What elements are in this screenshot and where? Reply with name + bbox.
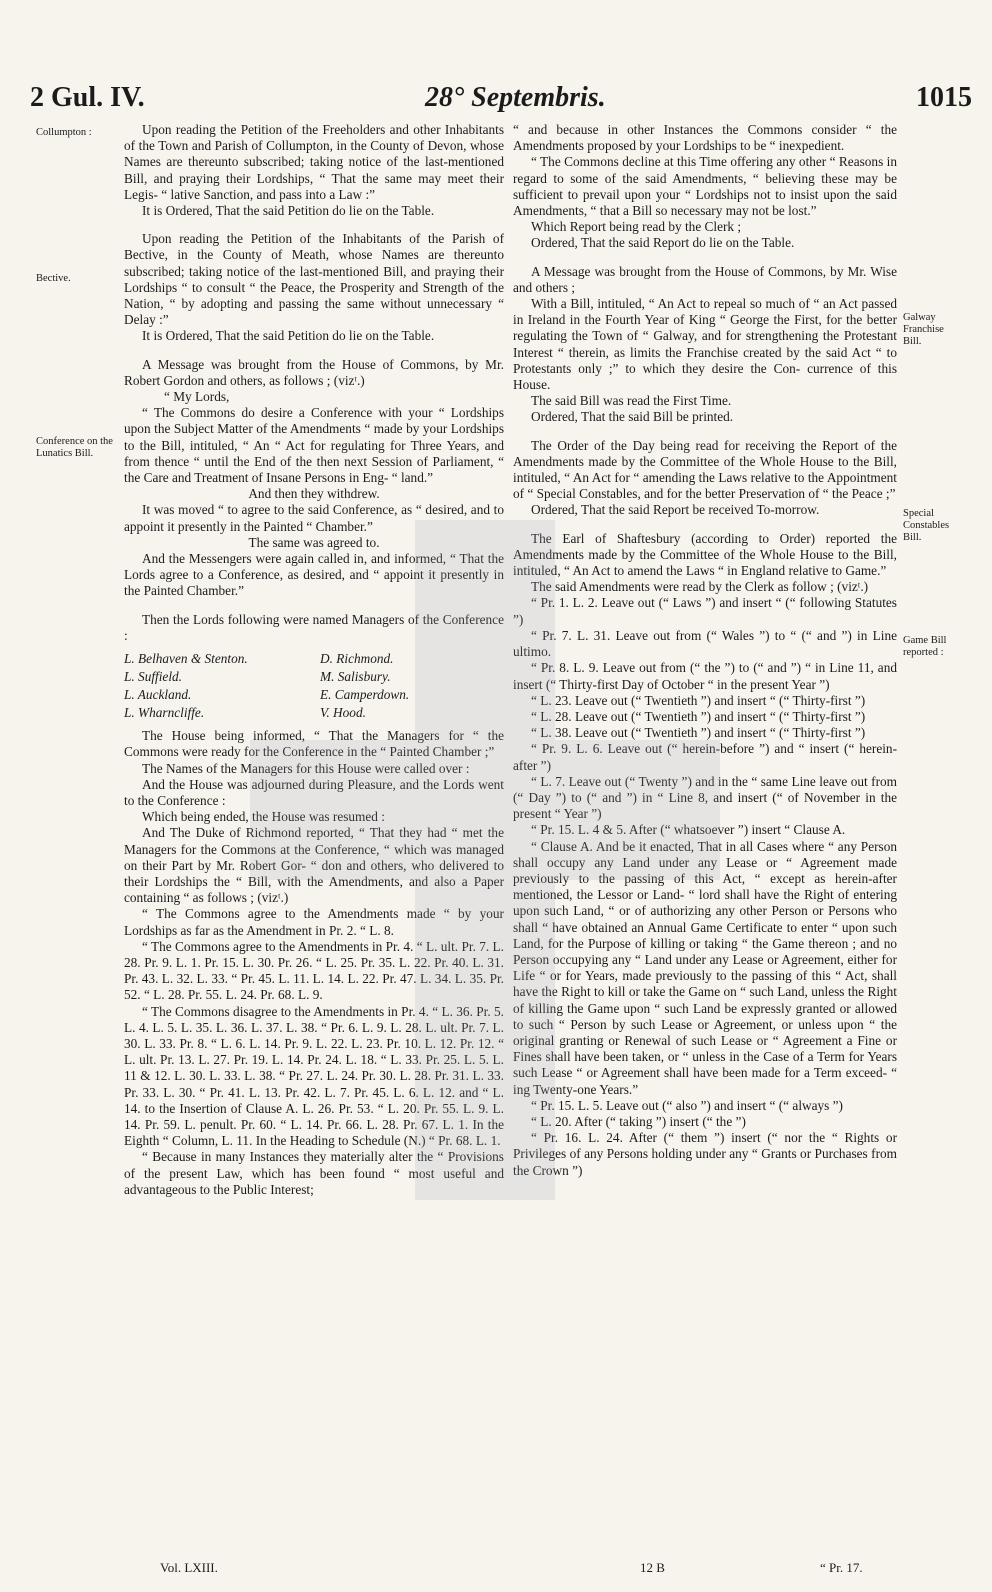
left-column — [124, 122, 504, 1198]
manager-name: V. Hood. — [320, 705, 366, 721]
paragraph: The Order of the Day being read for receiving the Report of the Amendments made by the Committee of the Whole House to the Bill, intituled, “ An Act for “ amending the Laws relative to the Appointment of “ Special Constables, and for the better Preservation of “ the Peace ;” — [513, 437, 897, 502]
manager-name: L. Suffield. — [124, 669, 182, 685]
manager-name: M. Salisbury. — [320, 669, 391, 685]
margin-note-conference: Conference on the Lunatics Bill. — [36, 436, 113, 459]
manager-name: L. Auckland. — [124, 687, 192, 703]
catchword: “ Pr. 17. — [820, 1560, 863, 1575]
signature-mark: 12 B — [640, 1560, 665, 1575]
right-column — [513, 122, 897, 1179]
paragraph: A Message was brought from the House of Commons, by Mr. Robert Gordon and others, as follows ; (vizᵗ.) — [124, 356, 504, 388]
manager-name: L. Belhaven & Stenton. — [124, 651, 248, 667]
paragraph: The House being informed, “ That the Managers for “ the Commons were ready for the Conference in the “ Painted Chamber ;” — [124, 728, 504, 760]
paragraph: “ My Lords, — [164, 389, 230, 405]
date-heading: 28° Septembris. — [424, 82, 606, 113]
paragraph: The said Bill was read the First Time. — [531, 393, 732, 409]
margin-note-bective: Bective. — [36, 273, 71, 284]
paragraph: “ The Commons agree to the Amendments made “ by your Lordships as far as the Amendment in Pr. 2. “ L. 8. — [124, 906, 504, 938]
amendment: “ Pr. 15. L. 4 & 5. After (“ whatsoever ”) insert “ Clause A. — [531, 822, 846, 838]
margin-note-game-bill: Game Bill reported : — [903, 635, 947, 658]
margin-note-special-constables: Special Constables Bill. — [903, 508, 950, 543]
paragraph: A Message was brought from the House of Commons, by Mr. Wise and others ; — [513, 263, 897, 295]
paragraph: Which being ended, the House was resumed : — [142, 809, 385, 825]
paragraph: “ The Commons do desire a Conference with your “ Lordships upon the Subject Matter of the Amendments “ made by your Lordships to the Bill, intituled, “ An “ Act for regulating for Three Years, and from thence “ until the End of the then next Session of Parliament, “ the Care and Treatment of Insane Persons in Eng- “ land.” — [124, 405, 504, 486]
paragraph: Ordered, That the said Report do lie on the Table. — [531, 235, 795, 251]
amendment: “ Pr. 15. L. 5. Leave out (“ also ”) and insert “ (“ always ”) — [531, 1097, 843, 1113]
paragraph: And the House was adjourned during Pleasure, and the Lords went to the Conference : — [124, 776, 504, 808]
volume-footer: Vol. LXIII. — [160, 1560, 218, 1575]
amendment: “ L. 23. Leave out (“ Twentieth ”) and insert “ (“ Thirty-first ”) — [531, 692, 866, 708]
manager-name: E. Camperdown. — [320, 687, 410, 703]
margin-note-collumpton: Collumpton : — [36, 127, 92, 138]
page-number: 1015 — [916, 82, 972, 113]
paragraph: The Names of the Managers for this House were called over : — [142, 760, 470, 776]
amendment: “ Pr. 9. L. 6. Leave out (“ herein-before ”) and “ insert (“ herein-after ”) — [513, 741, 897, 773]
amendment: “ Pr. 8. L. 9. Leave out from (“ the ”) to (“ and ”) “ in Line 11, and insert (“ Thirty-first Day of October “ in the present Year ”) — [513, 660, 897, 692]
page-header — [30, 82, 972, 122]
margin-note-galway: Galway Franchise Bill. — [903, 312, 944, 347]
paragraph: And The Duke of Richmond reported, “ That they had “ met the Managers for the Commons at the Conference, “ which was managed on their Part by Mr. Robert Gor- “ don and others, who delivered to their Lordships the “ Bill, with the Amendments, and also a Paper containing “ as follows ; (vizᵗ.) — [124, 825, 504, 906]
amendment: “ L. 28. Leave out (“ Twentieth ”) and insert “ (“ Thirty-first ”) — [531, 708, 866, 724]
paragraph: The same was agreed to. — [248, 534, 380, 550]
amendment: “ L. 7. Leave out (“ Twenty ”) and in the “ same Line leave out from (“ Day ”) to (“ and ”) in “ Line 8, and insert (“ of November in the present “ Year ”) — [513, 773, 897, 822]
paragraph: Then the Lords following were named Managers of the Conference : — [124, 611, 504, 643]
paragraph: With a Bill, intituled, “ An Act to repeal so much of “ an Act passed in Ireland in the Fourth Year of King “ George the First, for the better regulating the Town of “ Galway, and for strengthening the Protestant Interest “ therein, as limits the Franchise created by the said Act “ to Protestants only ;” to which they desire the Con- currence of this House. — [513, 296, 897, 393]
paragraph: Ordered, That the said Bill be printed. — [531, 409, 734, 425]
clause-a: “ Clause A. And be it enacted, That in all Cases where “ any Person shall occupy any Land under any Lease or “ Agreement made previously to the passing of this Act, “ except as herein-after mentioned, the Lessor or Land- “ lord shall have the Right of entering upon such Land, “ or of authorizing any other Person or Persons who shall “ have obtained an Annual Game Certificate to enter “ upon such Land, for the Purpose of killing or taking “ the Game thereon ; and no Person occupying any “ Land under any Lease or Agreement, either for Life “ or for Years, made previously to the passing of this “ Act, shall have the Right to kill or take the Game on “ such Land, unless the Right of killing the Game upon “ such Land be expressly granted or allowed to such “ Person by such Lease or Agreement, or unless upon “ the original granting or Renewal of such Lease or “ Agreement a Fine or Fines shall have been taken, or “ unless in the Case of a Term for Years such Lease “ or Agreement shall have been made for a Term exceed- “ ing Twenty-one Years.” — [513, 838, 897, 1097]
paragraph: “ The Commons agree to the Amendments in Pr. 4. “ L. ult. Pr. 7. L. 28. Pr. 9. L. 1. Pr. 15. L. 30. Pr. 26. “ L. 25. Pr. 35. L. 22. Pr. 40. L. 31. Pr. 43. L. 32. L. 33. “ Pr. 45. L. 11. L. 14. L. 22. Pr. 47. L. 34. L. 35. Pr. 52. “ L. 28. Pr. 55. L. 24. Pr. 68. L. 9. — [124, 938, 504, 1003]
amendment: “ L. 20. After (“ taking ”) insert (“ the ”) — [531, 1113, 746, 1129]
paragraph: Upon reading the Petition of the Inhabitants of the Parish of Bective, in the County of Meath, whose Names are thereunto subscribed; taking notice of the last-mentioned Bill, and praying their Lordships “ to consult “ the Peace, the Prosperity and Strength of the Nation, “ by adopting and passing the same without unnecessary “ Delay :” — [124, 231, 504, 328]
paragraph: “ Because in many Instances they materially alter the “ Provisions of the present Law, which has been found “ most useful and advantageous to the Public Interest; — [124, 1149, 504, 1197]
amendment: “ Pr. 7. L. 31. Leave out from (“ Wales ”) to “ (“ and ”) in Line ultimo. — [513, 627, 897, 660]
regnal-year: 2 Gul. IV. — [30, 82, 145, 113]
paragraph: It is Ordered, That the said Petition do lie on the Table. — [142, 328, 435, 344]
paragraph: “ The Commons decline at this Time offering any other “ Reasons in regard to some of the said Amendments, “ believing these may be sufficient to prevail upon your “ Lordships not to insist upon the said Amendments, “ that a Bill so necessary may not be lost.” — [513, 154, 897, 219]
paragraph: “ and because in other Instances the Commons consider “ the Amendments proposed by your Lordships to be “ inexpedient. — [513, 122, 897, 154]
manager-name: L. Wharncliffe. — [124, 705, 205, 721]
amendment: “ Pr. 16. L. 24. After (“ them ”) insert (“ nor the “ Rights or Privileges of any Persons holding under any “ Grants or Purchases from the Crown ”) — [513, 1130, 897, 1178]
paragraph: Upon reading the Petition of the Freeholders and other Inhabitants of the Town and Parish of Collumpton, in the County of Devon, whose Names are thereunto subscribed; taking notice of the last-mentioned Bill, and praying their Lordships, “ That the same may meet their Legis- “ lative Sanction, and pass into a Law :” — [124, 122, 504, 202]
amendment: “ Pr. 1. L. 2. Leave out (“ Laws ”) and insert “ (“ following Statutes ”) — [513, 595, 897, 627]
paragraph: Which Report being read by the Clerk ; — [531, 219, 742, 235]
paragraph: It is Ordered, That the said Petition do lie on the Table. — [142, 203, 435, 219]
manager-name: D. Richmond. — [320, 651, 394, 667]
managers-list — [124, 650, 504, 722]
paragraph: Ordered, That the said Report be received To-morrow. — [531, 502, 820, 518]
paragraph: And then they withdrew. — [248, 486, 380, 502]
amendment: “ L. 38. Leave out (“ Twentieth ”) and insert “ (“ Thirty-first ”) — [531, 725, 866, 741]
paragraph: It was moved “ to agree to the said Conference, as “ desired, and to appoint it presently in the Painted “ Chamber.” — [124, 502, 504, 534]
paragraph: The Earl of Shaftesbury (according to Order) reported the Amendments made by the Committee of the Whole House to the Bill, intituled, “ An Act to amend the Laws “ in England relative to Game.” — [513, 530, 897, 579]
paragraph: “ The Commons disagree to the Amendments in Pr. 4. “ L. 36. Pr. 5. L. 4. L. 5. L. 35. L. 36. L. 37. L. 38. “ Pr. 6. L. 9. L. 28. L. ult. Pr. 7. L. 30. L. 33. Pr. 8. “ L. 6. L. 14. Pr. 9. L. 22. L. 23. Pr. 10. L. 12. Pr. 12. “ L. ult. Pr. 13. L. 27. Pr. 19. L. 14. Pr. 24. L. 18. “ L. 33. Pr. 25. L. 5. L. 11 & 12. L. 30. L. 33. L. 38. “ Pr. 27. L. 24. Pr. 30. L. 28. Pr. 31. L. 33. Pr. 33. L. 30. “ Pr. 41. L. 13. Pr. 42. L. 7. Pr. 45. L. 6. L. 12. and “ L. 14. to the Insertion of Clause A. L. 26. Pr. 53. “ L. 20. Pr. 55. L. 9. L. 14. Pr. 59. L. penult. Pr. 60. “ L. 14. Pr. 66. L. 28. Pr. 67. L. 1. In the Eighth “ Column, L. 11. In the Heading to Schedule (N.) “ Pr. 68. L. 1. — [124, 1003, 504, 1149]
paragraph: And the Messengers were again called in, and informed, “ That the Lords agree to a Conference, as desired, and “ appoint it presently in the Painted Chamber.” — [124, 551, 504, 599]
paragraph: The said Amendments were read by the Clerk as follow ; (vizᵗ.) — [531, 579, 869, 595]
